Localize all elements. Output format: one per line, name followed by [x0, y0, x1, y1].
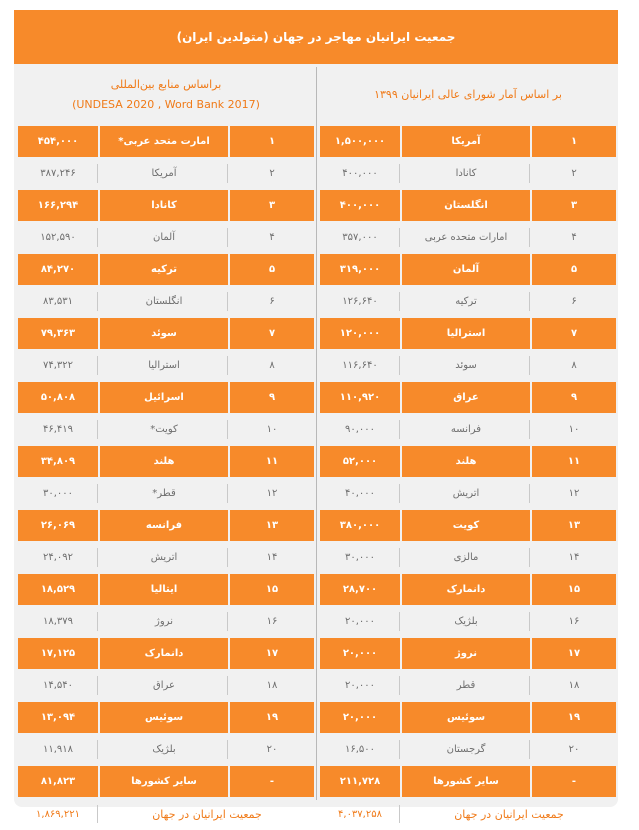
right-row-name: آمریکا	[402, 126, 530, 157]
right-table-row	[320, 670, 616, 701]
left-row-value: ۱۶۶,۲۹۴	[18, 190, 98, 221]
left-row-name: کانادا	[100, 190, 228, 221]
left-table-row	[18, 638, 314, 669]
right-table-row	[320, 254, 616, 285]
left-row-rank: ۱۴	[230, 542, 314, 573]
left-row-rank: ۱۵	[230, 574, 314, 605]
left-table-row	[18, 766, 314, 797]
right-row-name: کویت	[402, 510, 530, 541]
right-table-row	[320, 542, 616, 573]
right-table-row	[320, 286, 616, 317]
left-row-name: بلژیک	[100, 734, 228, 765]
left-row-rank: ۸	[230, 350, 314, 381]
left-panel-header	[18, 64, 314, 126]
right-row-value: ۹۰,۰۰۰	[320, 414, 400, 445]
right-row-name: نروژ	[402, 638, 530, 669]
right-row-name: اتریش	[402, 478, 530, 509]
right-row-value: ۳۸۰,۰۰۰	[320, 510, 400, 541]
left-row-rank: ۳	[230, 190, 314, 221]
left-row-name: عراق	[100, 670, 228, 701]
right-row-name: بلژیک	[402, 606, 530, 637]
left-row-value: ۲۶,۰۶۹	[18, 510, 98, 541]
left-row-value: ۱۸,۵۲۹	[18, 574, 98, 605]
right-row-name: آلمان	[402, 254, 530, 285]
left-table-row	[18, 510, 314, 541]
right-row-rank: ۲	[532, 158, 616, 189]
left-row-name: آلمان	[100, 222, 228, 253]
left-row-value: ۴۵۴,۰۰۰	[18, 126, 98, 157]
right-row-value: ۵۲,۰۰۰	[320, 446, 400, 477]
left-table-row	[18, 286, 314, 317]
right-row-name: دانمارک	[402, 574, 530, 605]
right-row-value: ۳۰,۰۰۰	[320, 542, 400, 573]
right-table-row	[320, 126, 616, 157]
right-row-value: ۳۱۹,۰۰۰	[320, 254, 400, 285]
right-table-row	[320, 702, 616, 733]
right-row-rank: ۱۳	[532, 510, 616, 541]
left-table-row	[18, 606, 314, 637]
left-table-row	[18, 382, 314, 413]
right-row-rank: ۱۷	[532, 638, 616, 669]
left-row-rank: ۲۰	[230, 734, 314, 765]
right-row-name: امارات متحده عربی	[402, 222, 530, 253]
right-table-row	[320, 158, 616, 189]
page-title: جمعیت ایرانیان مهاجر در جهان (متولدین ایران)	[14, 10, 618, 64]
left-row-rank: ۲	[230, 158, 314, 189]
right-panel-header	[320, 64, 616, 126]
right-table-row	[320, 350, 616, 381]
right-row-value: ۳۵۷,۰۰۰	[320, 222, 400, 253]
left-row-value: ۷۹,۳۶۳	[18, 318, 98, 349]
left-row-value: ۴۶,۴۱۹	[18, 414, 98, 445]
left-row-rank: ۱۷	[230, 638, 314, 669]
left-row-rank: ۱۶	[230, 606, 314, 637]
right-row-rank: ۱۵	[532, 574, 616, 605]
right-row-value: ۱۲۰,۰۰۰	[320, 318, 400, 349]
right-rows	[320, 126, 616, 797]
right-row-name: گرجستان	[402, 734, 530, 765]
left-row-rank: ۱۱	[230, 446, 314, 477]
right-row-name: مالزی	[402, 542, 530, 573]
left-table-row	[18, 542, 314, 573]
left-row-name: آمریکا	[100, 158, 228, 189]
left-row-rank: ۵	[230, 254, 314, 285]
right-row-rank: ۹	[532, 382, 616, 413]
left-row-value: ۱۴,۵۴۰	[18, 670, 98, 701]
left-row-value: ۳۰,۰۰۰	[18, 478, 98, 509]
right-row-rank: ۱۲	[532, 478, 616, 509]
left-row-value: ۱۵۲,۵۹۰	[18, 222, 98, 253]
right-row-rank: ۶	[532, 286, 616, 317]
right-table-row	[320, 478, 616, 509]
right-row-rank: ۱۴	[532, 542, 616, 573]
left-row-name: فرانسه	[100, 510, 228, 541]
right-table-row	[320, 446, 616, 477]
right-row-rank: -	[532, 766, 616, 797]
left-row-name: نروژ	[100, 606, 228, 637]
left-row-name: اسرائیل	[100, 382, 228, 413]
left-row-name: اتریش	[100, 542, 228, 573]
left-row-rank: ۱۹	[230, 702, 314, 733]
right-table-row	[320, 318, 616, 349]
right-row-rank: ۲۰	[532, 734, 616, 765]
right-row-value: ۲۱۱,۷۲۸	[320, 766, 400, 797]
left-table-row	[18, 670, 314, 701]
left-row-name: انگلستان	[100, 286, 228, 317]
left-row-rank: ۱	[230, 126, 314, 157]
right-row-rank: ۵	[532, 254, 616, 285]
right-row-value: ۲۰,۰۰۰	[320, 606, 400, 637]
column-divider	[316, 67, 317, 800]
right-row-name: عراق	[402, 382, 530, 413]
left-table-row	[18, 414, 314, 445]
left-table-row	[18, 158, 314, 189]
right-row-value: ۴۰۰,۰۰۰	[320, 158, 400, 189]
right-total-value: ۴,۰۳۷,۲۵۸	[320, 798, 400, 830]
left-table-row	[18, 190, 314, 221]
left-row-name: سوئیس	[100, 702, 228, 733]
left-rows	[18, 126, 314, 797]
left-row-rank: ۷	[230, 318, 314, 349]
left-row-rank: -	[230, 766, 314, 797]
left-row-rank: ۱۳	[230, 510, 314, 541]
left-total-value: ۱,۸۶۹,۲۲۱	[18, 798, 98, 830]
left-row-name: امارت متحد عربی*	[100, 126, 228, 157]
right-row-value: ۲۰,۰۰۰	[320, 670, 400, 701]
right-row-name: انگلستان	[402, 190, 530, 221]
left-row-name: سوئد	[100, 318, 228, 349]
left-row-name: هلند	[100, 446, 228, 477]
left-table-row	[18, 702, 314, 733]
left-row-rank: ۶	[230, 286, 314, 317]
right-table-row	[320, 574, 616, 605]
right-table-row	[320, 734, 616, 765]
left-table-row	[18, 254, 314, 285]
right-row-value: ۴۰,۰۰۰	[320, 478, 400, 509]
left-row-value: ۳۸۷,۲۴۶	[18, 158, 98, 189]
left-table-row	[18, 222, 314, 253]
left-row-value: ۸۴,۲۷۰	[18, 254, 98, 285]
right-row-name: فرانسه	[402, 414, 530, 445]
right-table-row	[320, 510, 616, 541]
right-row-rank: ۳	[532, 190, 616, 221]
left-row-name: دانمارک	[100, 638, 228, 669]
right-row-rank: ۱۱	[532, 446, 616, 477]
right-row-name: هلند	[402, 446, 530, 477]
right-total-label: جمعیت ایرانیان در جهان	[454, 807, 564, 821]
right-row-value: ۱۶,۵۰۰	[320, 734, 400, 765]
right-row-value: ۴۰۰,۰۰۰	[320, 190, 400, 221]
right-row-rank: ۱	[532, 126, 616, 157]
right-row-value: ۱۲۶,۶۴۰	[320, 286, 400, 317]
left-total-label: جمعیت ایرانیان در جهان	[152, 807, 262, 821]
right-row-rank: ۱۹	[532, 702, 616, 733]
left-row-name: ایتالیا	[100, 574, 228, 605]
left-row-value: ۱۳,۰۹۴	[18, 702, 98, 733]
right-row-rank: ۱۸	[532, 670, 616, 701]
right-table-row	[320, 414, 616, 445]
right-row-name: سوئیس	[402, 702, 530, 733]
right-row-name: سایر کشورها	[402, 766, 530, 797]
left-row-rank: ۴	[230, 222, 314, 253]
infographic-card	[14, 10, 618, 821]
right-row-name: سوئد	[402, 350, 530, 381]
right-table-row	[320, 190, 616, 221]
right-panel	[320, 64, 616, 830]
left-row-value: ۸۳,۵۳۱	[18, 286, 98, 317]
right-table-row	[320, 606, 616, 637]
left-row-rank: ۱۲	[230, 478, 314, 509]
left-row-value: ۲۴,۰۹۲	[18, 542, 98, 573]
left-row-value: ۱۷,۱۲۵	[18, 638, 98, 669]
left-panel	[18, 64, 314, 830]
right-row-name: قطر	[402, 670, 530, 701]
right-row-rank: ۴	[532, 222, 616, 253]
right-row-name: کانادا	[402, 158, 530, 189]
left-row-value: ۱۸,۳۷۹	[18, 606, 98, 637]
right-row-value: ۲۸,۷۰۰	[320, 574, 400, 605]
left-row-value: ۵۰,۸۰۸	[18, 382, 98, 413]
left-row-rank: ۱۸	[230, 670, 314, 701]
left-row-name: استرالیا	[100, 350, 228, 381]
right-table-row	[320, 766, 616, 797]
right-row-name: ترکیه	[402, 286, 530, 317]
left-header-line1: براساس منابع بین‌المللی	[110, 78, 222, 91]
left-header-line2: (UNDESA 2020 , Word Bank 2017)	[72, 98, 260, 111]
left-table-row	[18, 446, 314, 477]
left-row-value: ۸۱,۸۲۳	[18, 766, 98, 797]
left-row-name: ترکیه	[100, 254, 228, 285]
right-row-value: ۱۱۰,۹۲۰	[320, 382, 400, 413]
left-table-row	[18, 126, 314, 157]
left-row-name: سایر کشورها	[100, 766, 228, 797]
right-table-row	[320, 638, 616, 669]
right-table-row	[320, 382, 616, 413]
right-row-value: ۲۰,۰۰۰	[320, 702, 400, 733]
right-total-row	[320, 798, 616, 830]
right-row-rank: ۸	[532, 350, 616, 381]
right-row-rank: ۷	[532, 318, 616, 349]
left-table-row	[18, 734, 314, 765]
right-header-line1: بر اساس آمار شورای عالی ایرانیان ۱۳۹۹	[374, 88, 562, 101]
left-row-name: کویت*	[100, 414, 228, 445]
right-table-row	[320, 222, 616, 253]
right-row-rank: ۱۰	[532, 414, 616, 445]
left-row-name: قطر*	[100, 478, 228, 509]
left-table-row	[18, 318, 314, 349]
left-row-rank: ۹	[230, 382, 314, 413]
left-row-value: ۱۱,۹۱۸	[18, 734, 98, 765]
left-total-row	[18, 798, 314, 830]
left-table-row	[18, 574, 314, 605]
left-table-row	[18, 350, 314, 381]
right-row-value: ۲۰,۰۰۰	[320, 638, 400, 669]
left-row-value: ۷۴,۳۲۲	[18, 350, 98, 381]
left-table-row	[18, 478, 314, 509]
left-row-value: ۳۴,۸۰۹	[18, 446, 98, 477]
right-row-value: ۱۱۶,۶۴۰	[320, 350, 400, 381]
right-row-value: ۱,۵۰۰,۰۰۰	[320, 126, 400, 157]
left-row-rank: ۱۰	[230, 414, 314, 445]
right-row-rank: ۱۶	[532, 606, 616, 637]
right-row-name: استرالیا	[402, 318, 530, 349]
